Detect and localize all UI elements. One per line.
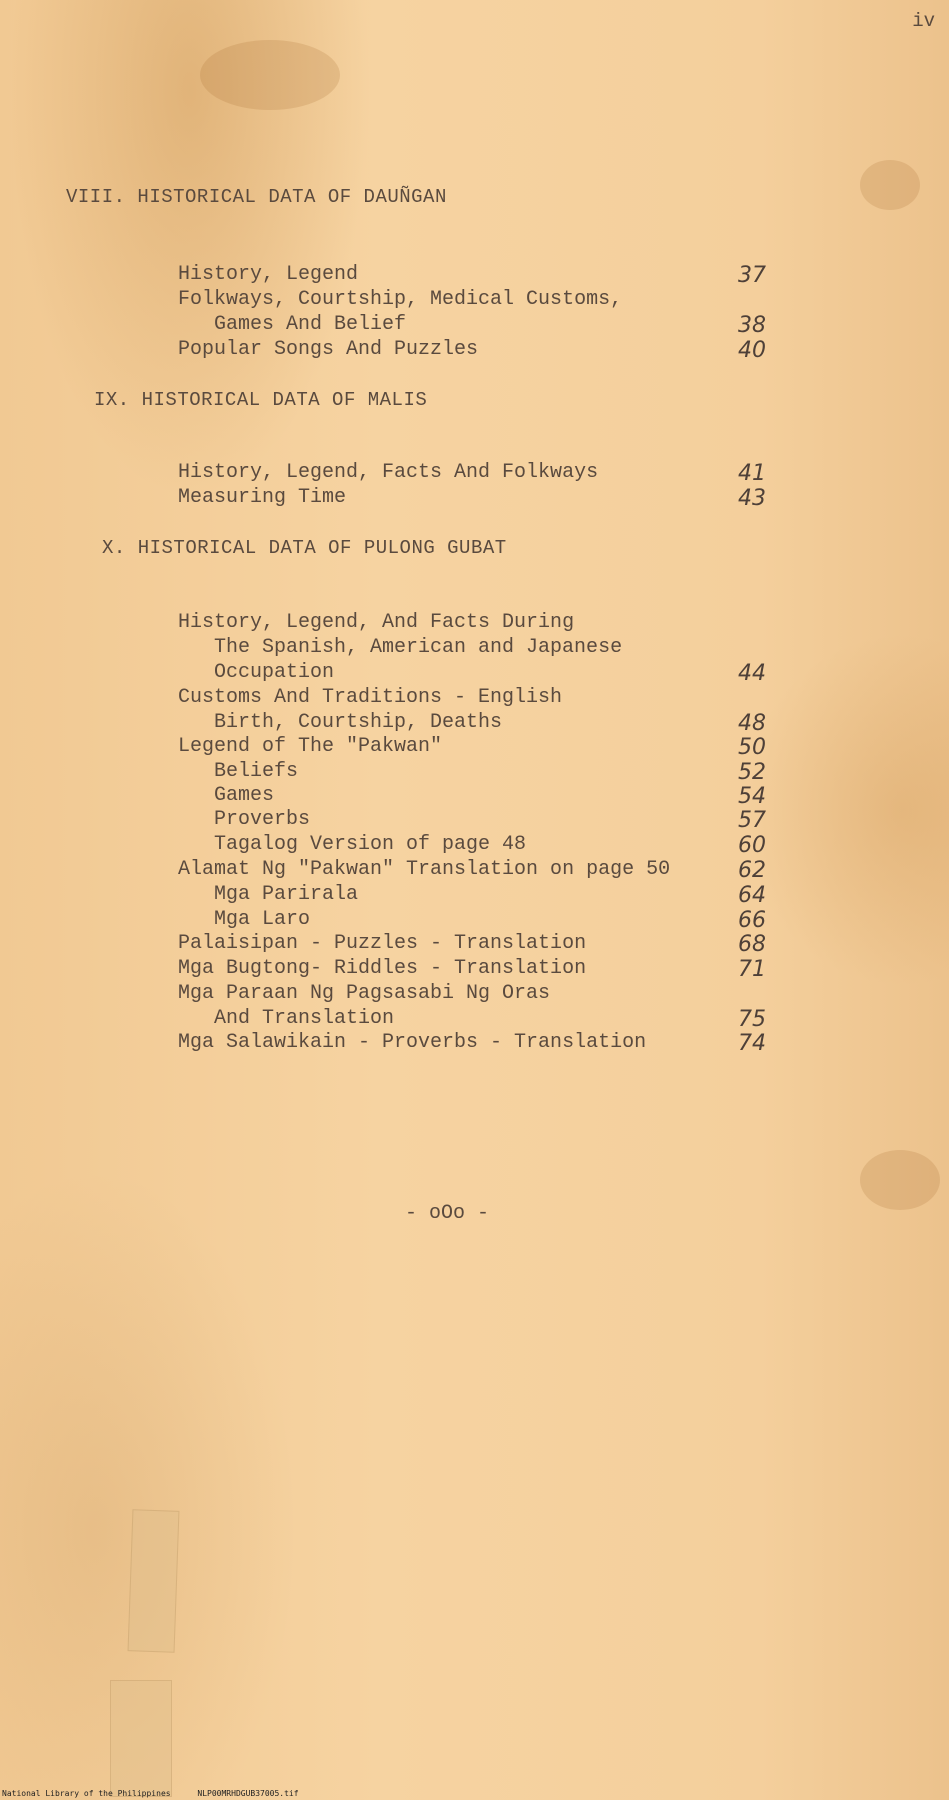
page-number: iv xyxy=(912,10,935,32)
toc-entry-page: 62 xyxy=(738,858,766,883)
toc-entry xyxy=(0,883,949,907)
toc-entry xyxy=(0,686,949,710)
toc-entry-title: Popular Songs And Puzzles xyxy=(178,338,479,361)
toc-entry-title: History, Legend, Facts And Folkways xyxy=(178,461,599,484)
toc-entry-title: History, Legend xyxy=(178,263,359,286)
toc-entry xyxy=(0,858,949,882)
section-heading-viii: VIII. HISTORICAL DATA OF DAUÑGAN xyxy=(66,186,447,208)
toc-entry-page: 50 xyxy=(738,735,766,760)
toc-entry xyxy=(0,636,949,660)
toc-entry-title: Mga Paraan Ng Pagsasabi Ng Oras xyxy=(178,982,551,1005)
toc-entry-title: Occupation xyxy=(214,661,335,684)
toc-entry-title: Mga Bugtong- Riddles - Translation xyxy=(178,957,587,980)
toc-entry xyxy=(0,982,949,1006)
toc-entry-page: 41 xyxy=(738,461,766,486)
toc-entry-page: 54 xyxy=(738,784,766,809)
toc-entry xyxy=(0,711,949,735)
toc-entry-page: 75 xyxy=(738,1007,766,1032)
toc-entry-page: 43 xyxy=(738,486,766,511)
toc-entry-title: Legend of The "Pakwan" xyxy=(178,735,443,758)
toc-entry xyxy=(0,808,949,832)
scan-footer xyxy=(2,1789,321,1798)
toc-entry xyxy=(0,932,949,956)
end-mark: - oOo - xyxy=(405,1202,490,1225)
paper-stain xyxy=(860,160,920,210)
toc-entry xyxy=(0,313,949,337)
toc-entry-page: 57 xyxy=(738,808,766,833)
toc-entry-title: Folkways, Courtship, Medical Customs, xyxy=(178,288,623,311)
toc-entry xyxy=(0,611,949,635)
tape-mark xyxy=(110,1680,172,1797)
toc-entry xyxy=(0,833,949,857)
section-heading-x: X. HISTORICAL DATA OF PULONG GUBAT xyxy=(102,537,507,559)
toc-entry-title: Proverbs xyxy=(214,808,311,831)
toc-entry xyxy=(0,908,949,932)
toc-entry xyxy=(0,338,949,362)
toc-entry-page: 60 xyxy=(738,833,766,858)
toc-entry-page: 64 xyxy=(738,883,766,908)
paper-stain xyxy=(200,40,340,110)
toc-entry xyxy=(0,760,949,784)
footer-library: National Library of the Philippines xyxy=(2,1789,171,1798)
toc-entry-title: Mga Laro xyxy=(214,908,311,931)
toc-entry-title: Customs And Traditions - English xyxy=(178,686,563,709)
toc-entry-page: 40 xyxy=(738,338,766,363)
toc-entry xyxy=(0,1007,949,1031)
toc-entry xyxy=(0,461,949,485)
toc-entry-title: Alamat Ng "Pakwan" Translation on page 50 xyxy=(178,858,671,881)
toc-entry-page: 37 xyxy=(738,263,766,288)
toc-entry xyxy=(0,486,949,510)
toc-entry-title: Mga Parirala xyxy=(214,883,359,906)
paper-stain xyxy=(860,1150,940,1210)
toc-entry xyxy=(0,784,949,808)
toc-entry-title: Games And Belief xyxy=(214,313,407,336)
tape-mark xyxy=(128,1509,180,1653)
toc-entry-title: Birth, Courtship, Deaths xyxy=(214,711,503,734)
section-heading-ix: IX. HISTORICAL DATA OF MALIS xyxy=(94,389,428,411)
toc-entry-page: 52 xyxy=(738,760,766,785)
toc-entry-page: 68 xyxy=(738,932,766,957)
toc-entry xyxy=(0,735,949,759)
toc-entry-page: 48 xyxy=(738,711,766,736)
toc-entry-title: Palaisipan - Puzzles - Translation xyxy=(178,932,587,955)
toc-entry xyxy=(0,661,949,685)
toc-entry-page: 44 xyxy=(738,661,766,686)
toc-entry-page: 38 xyxy=(738,313,766,338)
toc-entry-title: Mga Salawikain - Proverbs - Translation xyxy=(178,1031,647,1054)
toc-entry-page: 66 xyxy=(738,908,766,933)
toc-entry xyxy=(0,1031,949,1055)
toc-entry-title: Measuring Time xyxy=(178,486,347,509)
toc-entry-title: History, Legend, And Facts During xyxy=(178,611,575,634)
toc-entry-page: 71 xyxy=(738,957,766,982)
toc-entry xyxy=(0,263,949,287)
toc-entry-title: Beliefs xyxy=(214,760,299,783)
toc-entry-title: The Spanish, American and Japanese xyxy=(214,636,623,659)
toc-entry-page: 74 xyxy=(738,1031,766,1056)
toc-entry xyxy=(0,957,949,981)
footer-file: NLP00MRHDGUB37005.tif xyxy=(197,1789,299,1798)
toc-entry-title: And Translation xyxy=(214,1007,395,1030)
toc-entry xyxy=(0,288,949,312)
toc-entry-title: Games xyxy=(214,784,275,807)
toc-entry-title: Tagalog Version of page 48 xyxy=(214,833,527,856)
